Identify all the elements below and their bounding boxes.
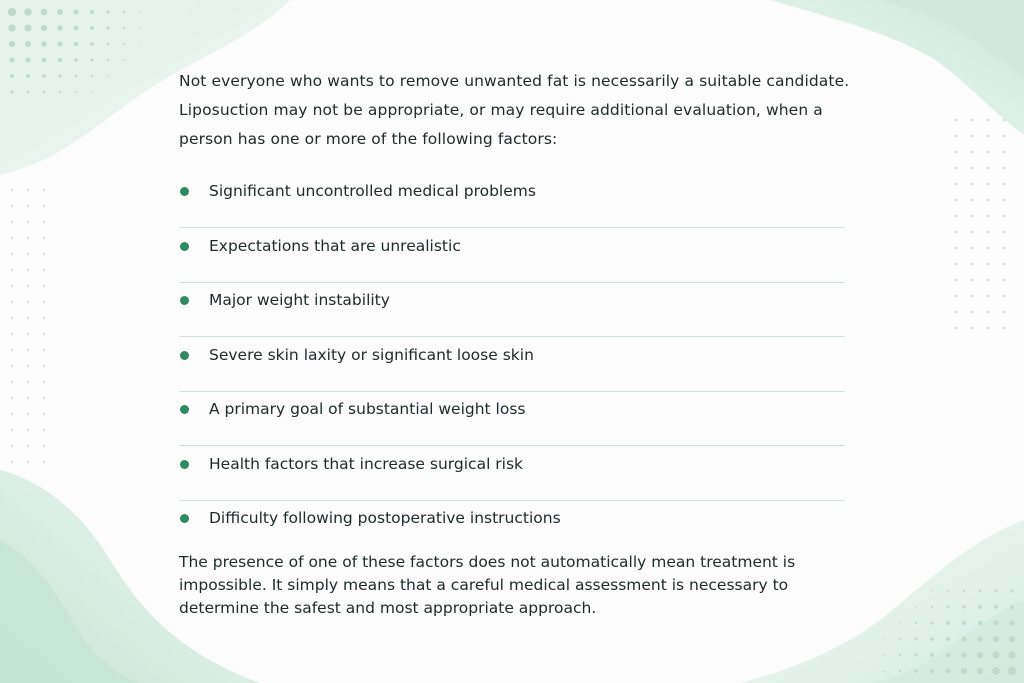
bullet-dot-icon (180, 405, 189, 414)
dot-pattern-left (11, 189, 45, 463)
article-content (179, 67, 869, 620)
list-item (179, 339, 845, 392)
factor-label: A primary goal of substantial weight loss (209, 400, 526, 418)
bullet-dot-icon (180, 351, 189, 360)
factor-list (179, 175, 845, 549)
bullet-dot-icon (180, 242, 189, 251)
factor-label: Significant uncontrolled medical problems (209, 182, 536, 200)
bullet-dot-icon (180, 460, 189, 469)
bullet-dot-icon (180, 296, 189, 305)
factor-label: Difficulty following postoperative instructions (209, 509, 561, 527)
factor-label: Major weight instability (209, 291, 390, 309)
bullet-dot-icon (180, 514, 189, 523)
factor-label: Expectations that are unrealistic (209, 236, 461, 255)
list-item (179, 284, 845, 337)
intro-paragraph: Not everyone who wants to remove unwanted fat is necessarily a suitable candidate. Liposuction may not be appropriate, or may require additional evaluation, when a person has one or more of the following factors: (179, 72, 850, 148)
list-item (179, 502, 845, 549)
list-item (179, 175, 845, 228)
closing-paragraph: The presence of one of these factors does not automatically mean treatment is impossible. It simply means that a careful medical assessment is necessary to determine the safest and most appropriate approach. (179, 553, 796, 617)
factor-label: Severe skin laxity or significant loose skin (209, 345, 534, 364)
bullet-dot-icon (180, 187, 189, 196)
list-item (179, 393, 845, 446)
dot-pattern-right (955, 119, 1006, 330)
factor-label: Health factors that increase surgical risk (209, 454, 524, 473)
list-item (179, 448, 845, 501)
list-item (179, 230, 845, 283)
